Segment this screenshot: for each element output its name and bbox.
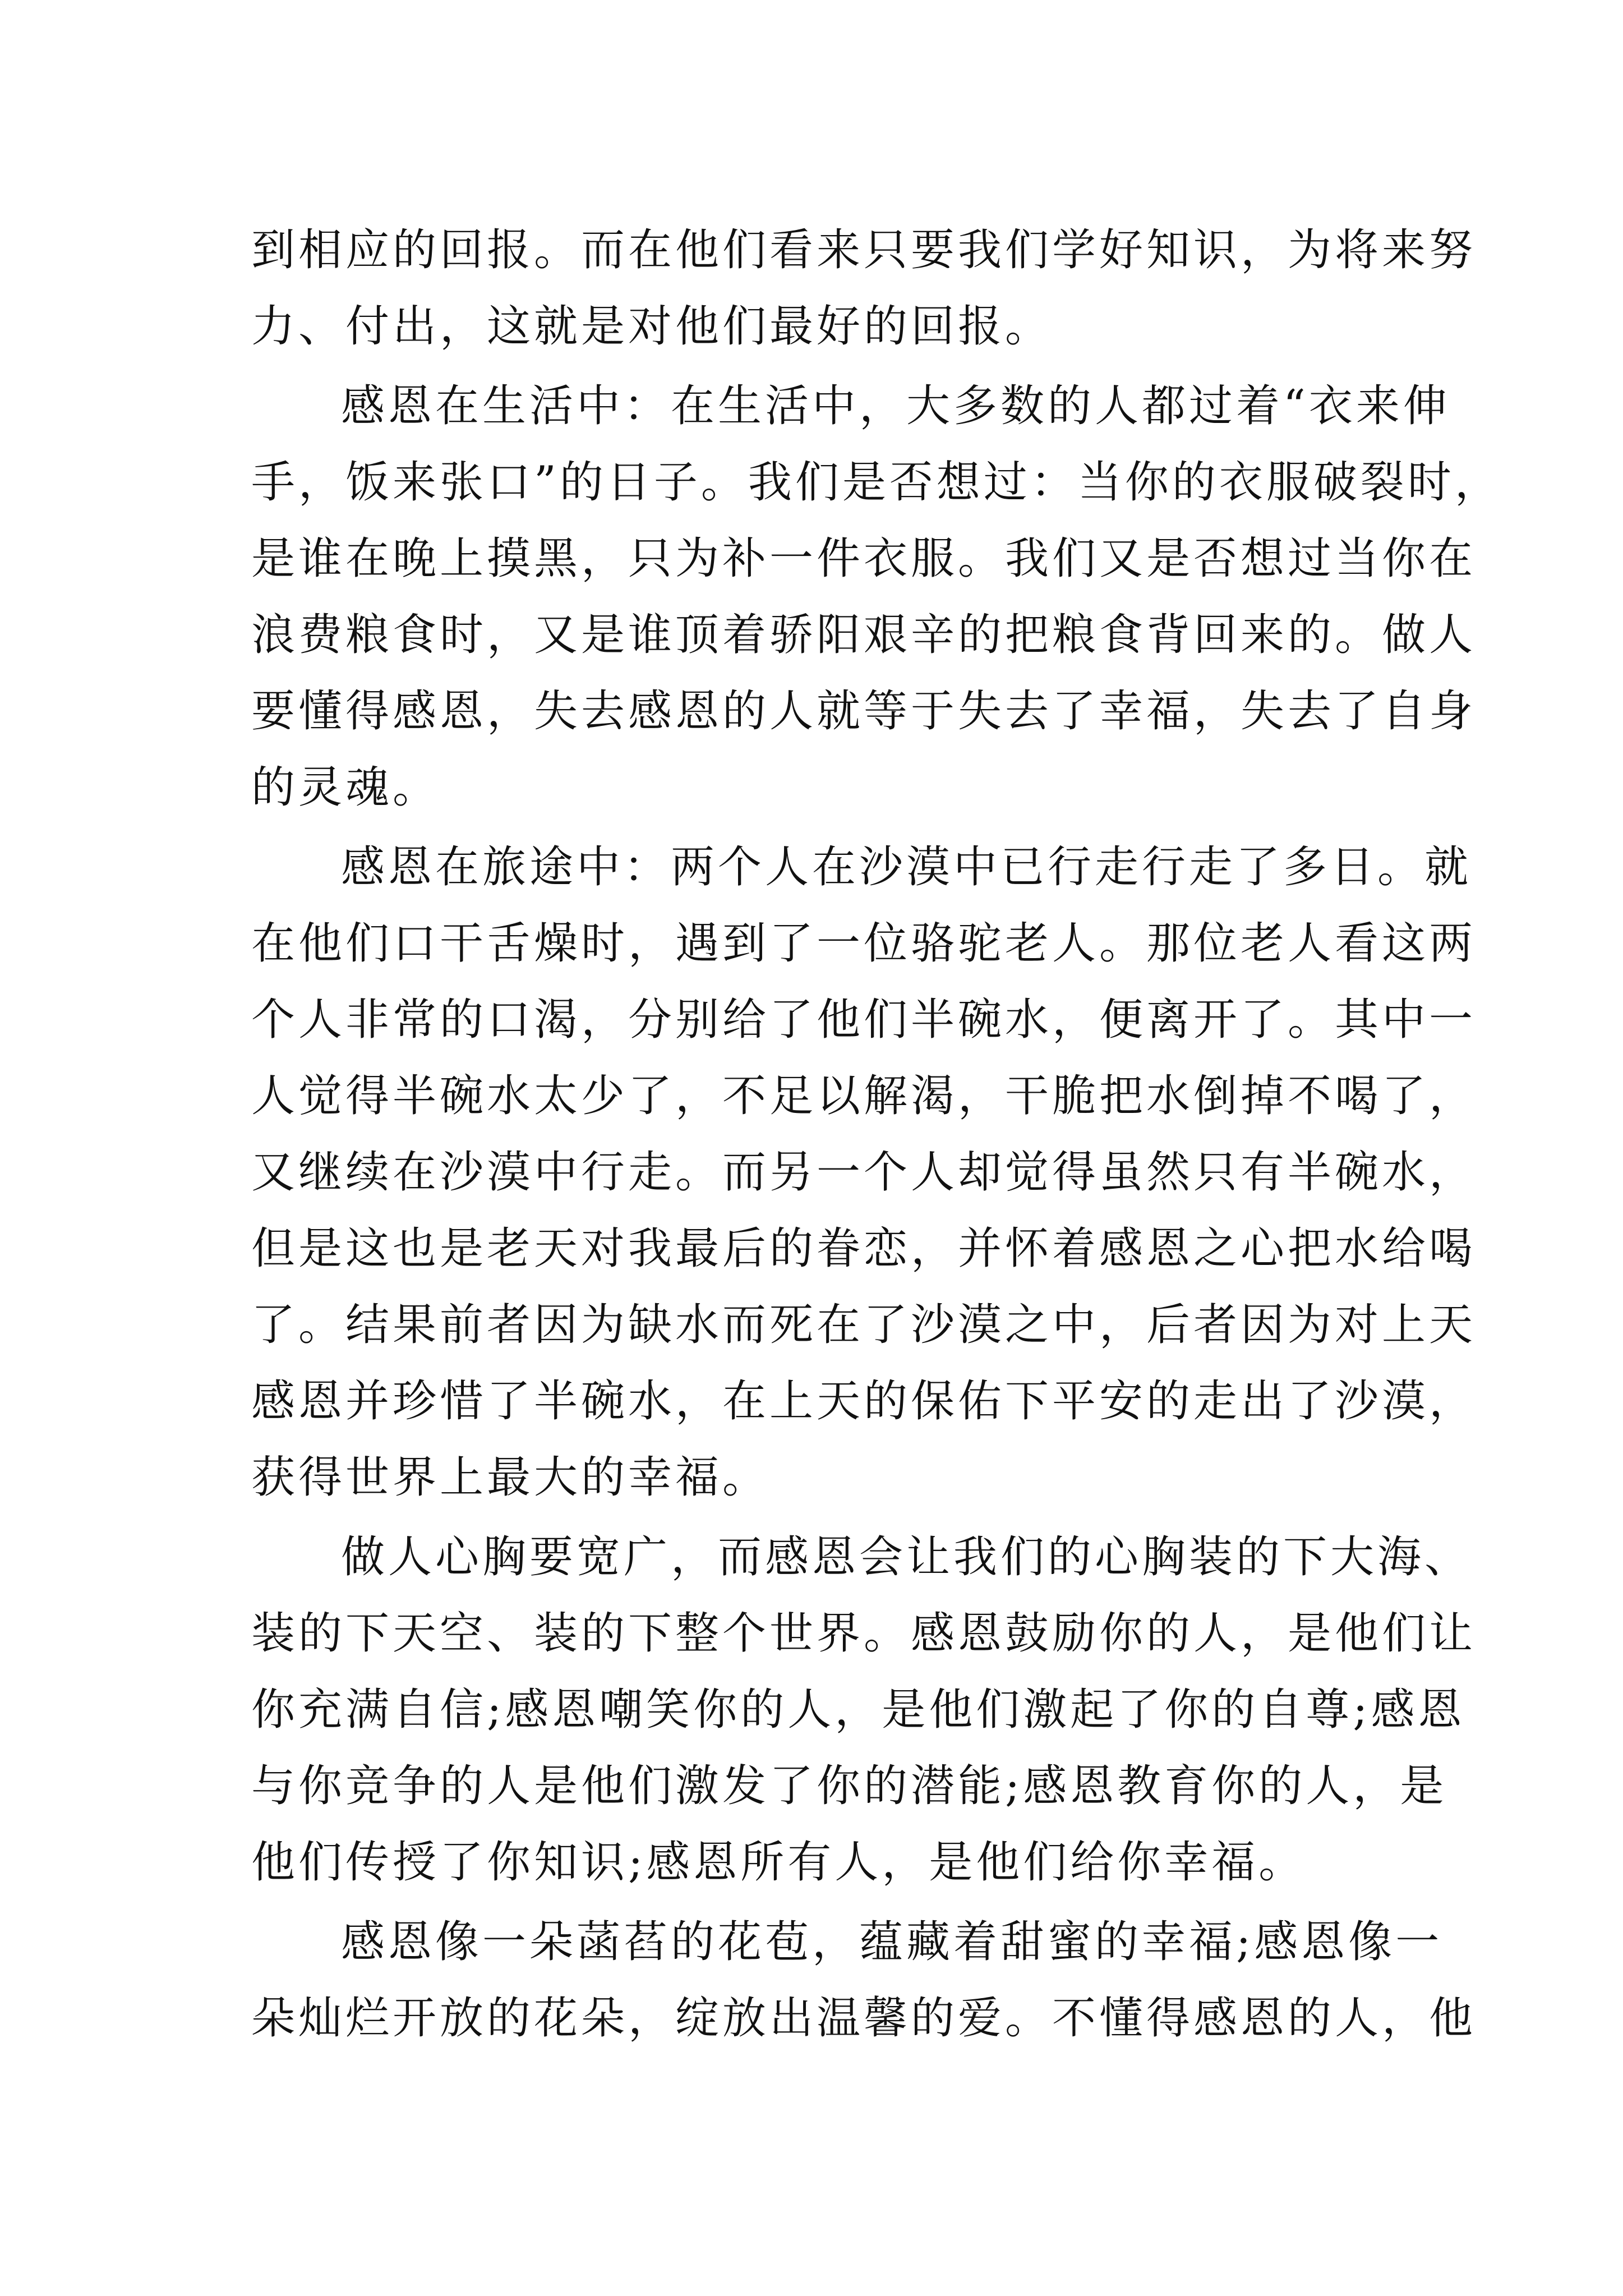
text-line: 与你竞争的人是他们激发了你的潜能;感恩教育你的人，是 (251, 1761, 1447, 1811)
text-line: 力、付出，这就是对他们最好的回报。 (251, 301, 1053, 352)
text-line: 要懂得感恩，失去感恩的人就等于失去了幸福，失去了自身 (251, 686, 1477, 737)
document-body (251, 212, 1502, 2056)
paragraph-first-line: 感恩在旅途中：两个人在沙漠中已行走行走了多日。就 (341, 842, 1472, 892)
text-line: 在他们口干舌燥时，遇到了一位骆驼老人。那位老人看这两 (251, 918, 1477, 969)
text-line: 到相应的回报。而在他们看来只要我们学好知识，为将来努 (251, 225, 1477, 275)
paragraph-first-line: 感恩在生活中：在生活中，大多数的人都过着“衣来伸 (341, 381, 1450, 431)
text-line: 浪费粮食时，又是谁顶着骄阳艰辛的把粮食背回来的。做人 (251, 610, 1477, 660)
text-line: 装的下天空、装的下整个世界。感恩鼓励你的人，是他们让 (251, 1608, 1477, 1659)
text-line: 个人非常的口渴，分别给了他们半碗水，便离开了。其中一 (251, 995, 1477, 1045)
text-line: 又继续在沙漠中行走。而另一个人却觉得虽然只有半碗水， (251, 1147, 1477, 1198)
text-line: 获得世界上最大的幸福。 (251, 1452, 770, 1503)
text-line: 朵灿烂开放的花朵，绽放出温馨的爱。不懂得感恩的人，他 (251, 1993, 1477, 2044)
text-line: 了。结果前者因为缺水而死在了沙漠之中，后者因为对上天 (251, 1300, 1477, 1350)
text-line: 他们传授了你知识;感恩所有人，是他们给你幸福。 (251, 1837, 1306, 1888)
paragraph-first-line: 做人心胸要宽广，而感恩会让我们的心胸装的下大海、 (341, 1532, 1472, 1582)
text-line: 但是这也是老天对我最后的眷恋，并怀着感恩之心把水给喝 (251, 1223, 1477, 1274)
text-line: 感恩并珍惜了半碗水，在上天的保佑下平安的走出了沙漠， (251, 1376, 1477, 1427)
text-line: 是谁在晚上摸黑，只为补一件衣服。我们又是否想过当你在 (251, 533, 1477, 584)
paragraph-first-line: 感恩像一朵菡萏的花苞，蕴藏着甜蜜的幸福;感恩像一 (341, 1917, 1443, 1967)
text-line: 你充满自信;感恩嘲笑你的人，是他们激起了你的自尊;感恩 (251, 1685, 1465, 1735)
text-line: 手，饭来张口”的日子。我们是否想过：当你的衣服破裂时， (251, 457, 1502, 508)
text-line: 人觉得半碗水太少了，不足以解渴，干脆把水倒掉不喝了， (251, 1071, 1477, 1121)
text-line: 的灵魂。 (251, 762, 440, 813)
